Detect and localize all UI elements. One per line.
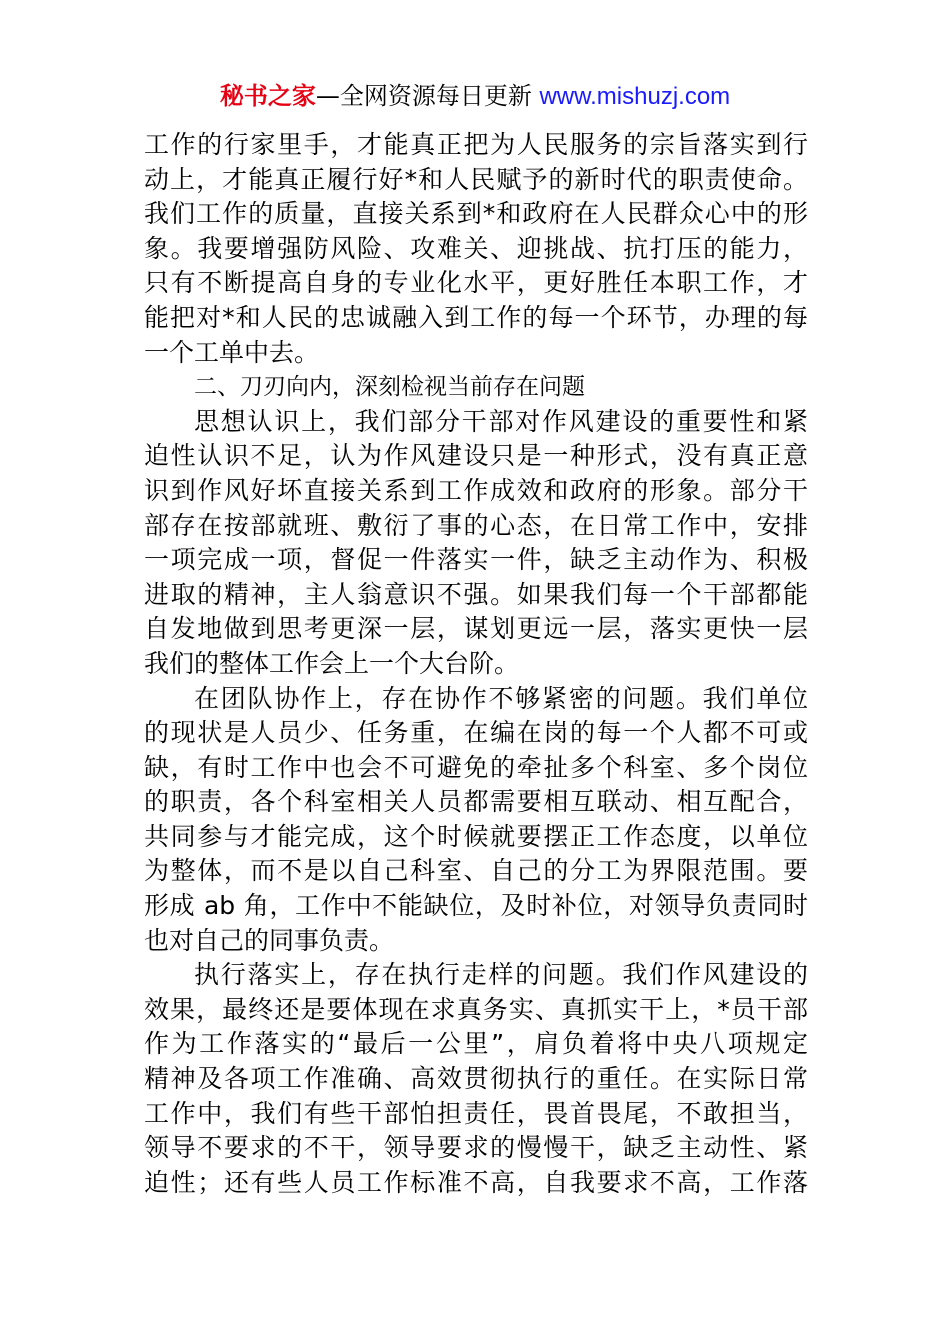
text-line: 部存在按部就班、敷衍了事的心态，在日常工作中，安排	[144, 510, 808, 540]
text-line: 能把对*和人民的忠诚融入到工作的每一个环节，办理的每	[144, 302, 808, 332]
text-line: 一项完成一项，督促一件落实一件，缺乏主动作为、积极	[144, 545, 808, 575]
text-line: 工作中，我们有些干部怕担责任，畏首畏尾，不敢担当，	[144, 1098, 808, 1128]
section-heading: 二、刀刃向内，深刻检视当前存在问题	[194, 374, 585, 401]
paragraph-end-line: 也对自己的同事负责。	[144, 925, 395, 955]
text-line: 缺，有时工作中也会不可避免的牵扯多个科室、多个岗位	[144, 752, 808, 782]
text-line: 动上，才能真正履行好*和人民赋予的新时代的职责使命。	[144, 164, 808, 194]
text-line: 共同参与才能完成，这个时候就要摆正工作态度，以单位	[144, 821, 808, 851]
paragraph-end-line: 我们的整体工作会上一个大台阶。	[144, 648, 520, 678]
text-line: 效果，最终还是要体现在求真务实、真抓实干上，*员干部	[144, 994, 808, 1024]
paragraph-first-line: 思想认识上，我们部分干部对作风建设的重要性和紧	[194, 406, 808, 436]
text-line: 象。我要增强防风险、攻难关、迎挑战、抗打压的能力，	[144, 233, 808, 263]
paragraph-first-line: 执行落实上，存在执行走样的问题。我们作风建设的	[194, 960, 808, 990]
text-line: 只有不断提高自身的专业化水平，更好胜任本职工作，才	[144, 268, 808, 298]
text-line: 我们工作的质量，直接关系到*和政府在人民群众心中的形	[144, 199, 808, 229]
text-line: 工作的行家里手，才能真正把为人民服务的宗旨落实到行	[144, 130, 808, 159]
text-line: 进取的精神，主人翁意识不强。如果我们每一个干部都能	[144, 579, 808, 609]
site-url-link[interactable]: www.mishuzj.com	[539, 83, 731, 110]
text-line: 作为工作落实的“最后一公里”，肩负着将中央八项规定	[144, 1029, 808, 1059]
page-header	[0, 80, 950, 113]
document-body	[144, 128, 808, 1200]
paragraph-first-line: 在团队协作上，存在协作不够紧密的问题。我们单位	[194, 683, 808, 713]
site-tagline: —全网资源每日更新	[315, 82, 532, 110]
text-line: 识到作风好坏直接关系到工作成效和政府的形象。部分干	[144, 475, 808, 505]
text-line: 形成 ab 角，工作中不能缺位，及时补位，对领导负责同时	[144, 891, 808, 921]
text-line: 为整体，而不是以自己科室、自己的分工为界限范围。要	[144, 856, 808, 886]
text-line: 精神及各项工作准确、高效贯彻执行的重任。在实际日常	[144, 1064, 808, 1094]
text-line: 迫性认识不足，认为作风建设只是一种形式，没有真正意	[144, 441, 808, 471]
text-line: 的职责，各个科室相关人员都需要相互联动、相互配合，	[144, 787, 808, 817]
paragraph-end-line: 一个工单中去。	[144, 337, 320, 367]
text-line: 自发地做到思考更深一层，谋划更远一层，落实更快一层	[144, 614, 808, 644]
text-line: 迫性；还有些人员工作标准不高，自我要求不高，工作落	[144, 1167, 808, 1197]
text-line: 的现状是人员少、任务重，在编在岗的每一个人都不可或	[144, 718, 808, 748]
site-brand: 秘书之家	[219, 82, 316, 110]
text-line: 领导不要求的不干，领导要求的慢慢干，缺乏主动性、紧	[144, 1133, 808, 1163]
